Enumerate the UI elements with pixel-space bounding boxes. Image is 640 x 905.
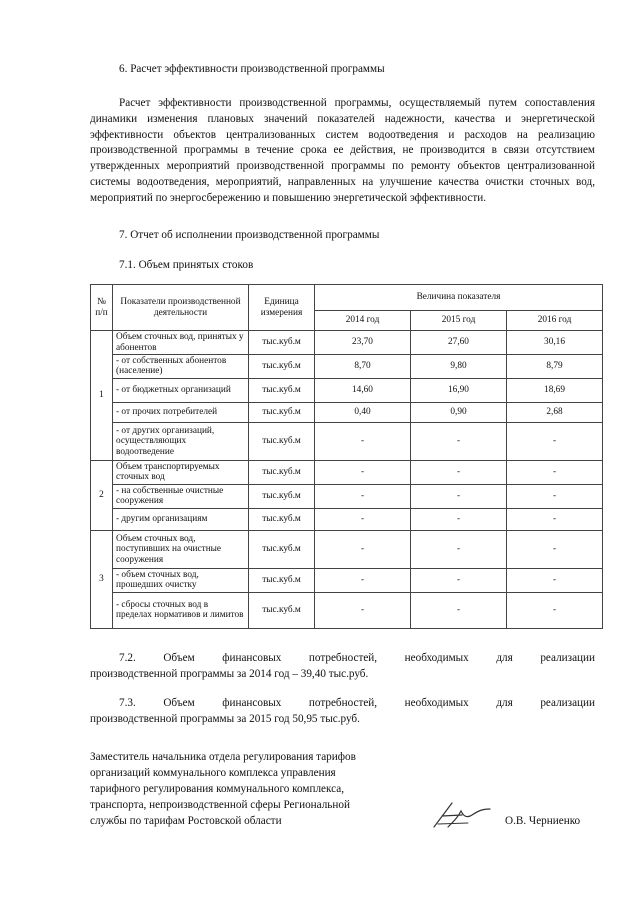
row-value: 14,60	[315, 378, 411, 402]
row-value: -	[507, 530, 603, 568]
signature-position-line: организаций коммунального комплекса управления	[90, 767, 336, 779]
row-value: -	[411, 422, 507, 460]
signature-position-line: Заместитель начальника отдела регулирования тарифов	[90, 751, 356, 763]
row-label: Объем транспортируемых сточных вод	[113, 460, 249, 484]
signatory-name: О.В. Черниенко	[505, 815, 581, 827]
row-value: 0,40	[315, 402, 411, 422]
row-value: 8,79	[507, 355, 603, 379]
row-value: -	[315, 592, 411, 628]
row-unit: тыс.куб.м	[249, 530, 315, 568]
section-7-heading: 7. Отчет об исполнении производственной программы	[119, 229, 380, 241]
row-value: 27,60	[411, 331, 507, 355]
row-value: -	[315, 508, 411, 530]
header-value: Величина показателя	[315, 285, 603, 311]
table-row	[91, 402, 603, 422]
row-unit: тыс.куб.м	[249, 402, 315, 422]
table-row	[91, 378, 603, 402]
signature-position-line: тарифного регулирования коммунального комплекса,	[90, 783, 345, 795]
p-7-2-line2: производственной программы за 2014 год – 39,40 тыс.руб.	[90, 668, 369, 680]
row-value: -	[411, 592, 507, 628]
row-value: -	[507, 592, 603, 628]
sewage-volume-table	[90, 284, 603, 629]
row-unit: тыс.куб.м	[249, 484, 315, 508]
row-value: -	[315, 422, 411, 460]
row-value: -	[507, 568, 603, 592]
row-value: -	[507, 484, 603, 508]
row-value: -	[411, 484, 507, 508]
row-value: -	[315, 460, 411, 484]
row-value: -	[315, 484, 411, 508]
row-label: - объем сточных вод, прошедших очистку	[113, 568, 249, 592]
row-value: -	[411, 460, 507, 484]
table-row	[91, 484, 603, 508]
row-unit: тыс.куб.м	[249, 508, 315, 530]
row-value: 2,68	[507, 402, 603, 422]
table-row	[91, 460, 603, 484]
header-year: 2014 год	[315, 311, 411, 331]
row-unit: тыс.куб.м	[249, 331, 315, 355]
row-value: -	[315, 568, 411, 592]
row-value: -	[411, 530, 507, 568]
row-unit: тыс.куб.м	[249, 460, 315, 484]
row-label: - от прочих потребителей	[113, 402, 249, 422]
row-value: 30,16	[507, 331, 603, 355]
row-unit: тыс.куб.м	[249, 378, 315, 402]
handwritten-signature-icon	[428, 797, 494, 833]
row-label: - от других организаций, осуществляющих водоотведение	[113, 422, 249, 460]
row-value: 8,70	[315, 355, 411, 379]
row-value: 16,90	[411, 378, 507, 402]
row-num: 1	[91, 331, 113, 461]
table-row	[91, 422, 603, 460]
row-value: 0,90	[411, 402, 507, 422]
table-row	[91, 508, 603, 530]
row-value: 18,69	[507, 378, 603, 402]
table-row	[91, 568, 603, 592]
p-7-3-line1: 7.3. Объем финансовых потребностей, необходимых для реализации	[119, 697, 595, 709]
row-unit: тыс.куб.м	[249, 422, 315, 460]
header-indicator: Показатели производственной деятельности	[113, 285, 249, 331]
header-num: № п/п	[91, 285, 113, 331]
row-label: - сбросы сточных вод в пределах нормативов и лимитов	[113, 592, 249, 628]
row-value: 23,70	[315, 331, 411, 355]
row-unit: тыс.куб.м	[249, 592, 315, 628]
p-7-2-line1: 7.2. Объем финансовых потребностей, необходимых для реализации	[119, 652, 595, 664]
table-row	[91, 355, 603, 379]
table-row	[91, 592, 603, 628]
row-label: Объем сточных вод, поступивших на очистные сооружения	[113, 530, 249, 568]
signature-position-line: транспорта, непроизводственной сферы Региональной	[90, 799, 350, 811]
row-label: - на собственные очистные сооружения	[113, 484, 249, 508]
table-row	[91, 530, 603, 568]
row-value: -	[507, 422, 603, 460]
row-value: -	[315, 530, 411, 568]
row-num: 3	[91, 530, 113, 628]
section-6-body: Расчет эффективности производственной программы, осуществляемый путем сопоставления динамики изменения плановых значений показателей надежности, качества и энергетической эффективности объектов централизованных систем водоотведения и расходов на реализацию производственной программы в течение срока ее действия, не производится в связи отсутствием утвержденных мероприятий производственной программы по ремонту объектов централизованной системы водоотведения, мероприятий, направленных на улучшение качества очистки сточных вод, мероприятий по энергосбережению и повышению энергетической эффективности.	[90, 97, 595, 204]
section-6-heading: 6. Расчет эффективности производственной программы	[119, 63, 385, 75]
table-row	[91, 331, 603, 355]
p-7-3-line2: производственной программы за 2015 год 50,95 тыс.руб.	[90, 713, 360, 725]
header-year: 2015 год	[411, 311, 507, 331]
row-num: 2	[91, 460, 113, 530]
row-label: Объем сточных вод, принятых у абонентов	[113, 331, 249, 355]
row-unit: тыс.куб.м	[249, 355, 315, 379]
row-label: - от собственных абонентов (население)	[113, 355, 249, 379]
signature-position-line: службы по тарифам Ростовской области	[90, 815, 282, 827]
row-unit: тыс.куб.м	[249, 568, 315, 592]
row-label: - другим организациям	[113, 508, 249, 530]
header-year: 2016 год	[507, 311, 603, 331]
header-unit: Единица измерения	[249, 285, 315, 331]
row-value: -	[411, 568, 507, 592]
row-label: - от бюджетных организаций	[113, 378, 249, 402]
row-value: -	[507, 460, 603, 484]
row-value: -	[507, 508, 603, 530]
row-value: 9,80	[411, 355, 507, 379]
section-7-1-heading: 7.1. Объем принятых стоков	[119, 259, 254, 271]
row-value: -	[411, 508, 507, 530]
